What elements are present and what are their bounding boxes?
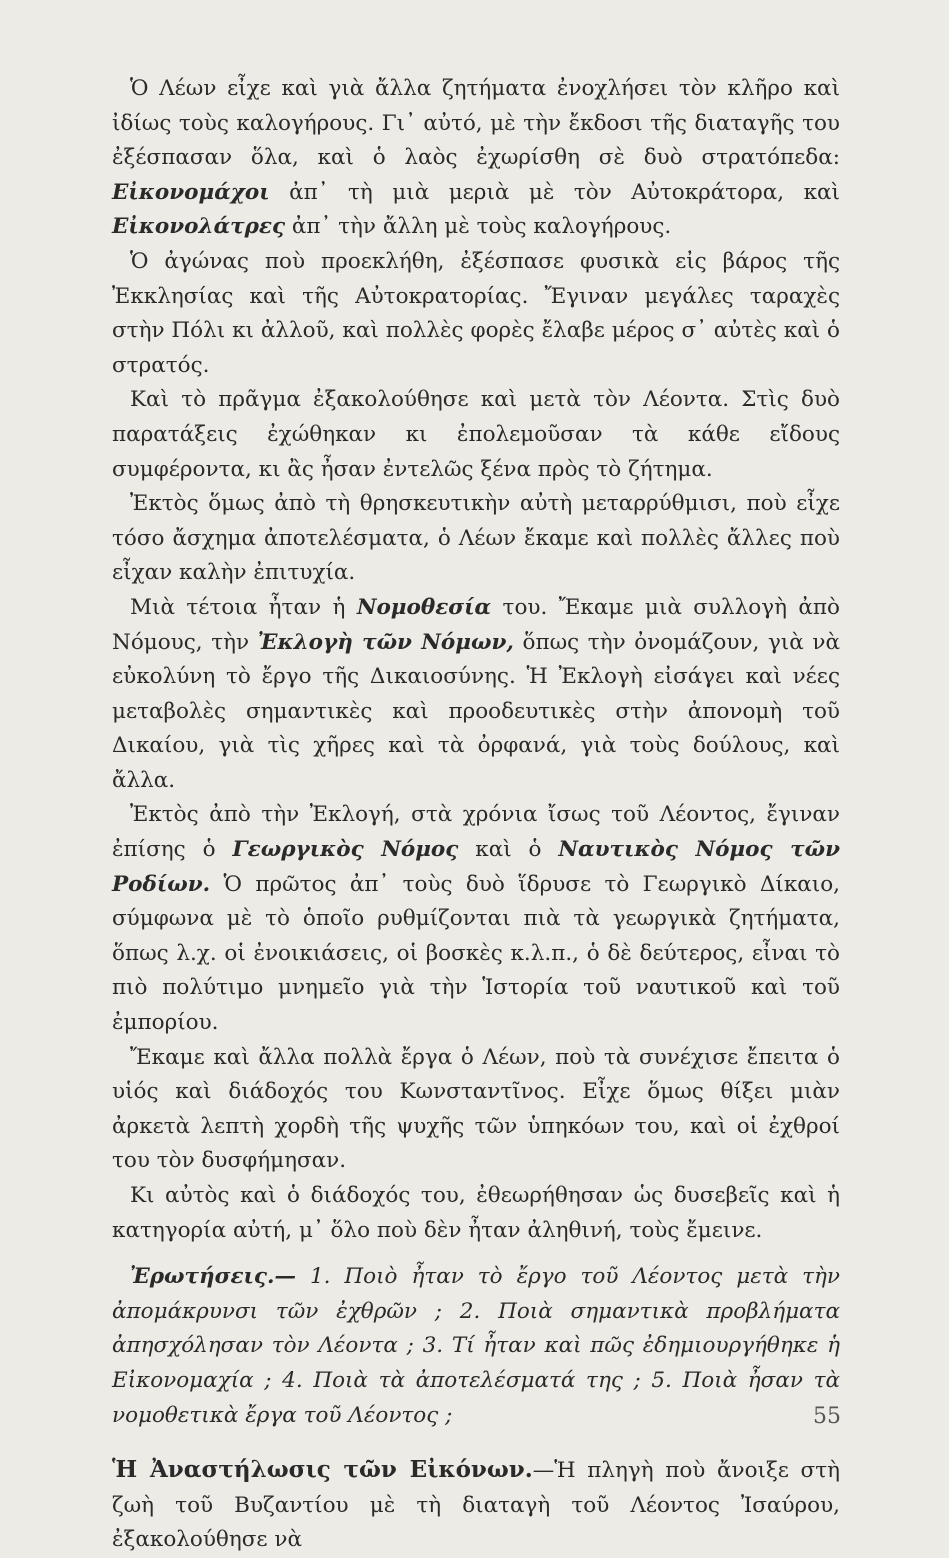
paragraph-5 <box>112 591 840 799</box>
term-farmers-law: Γεωργικὸς Νόμος <box>232 837 459 863</box>
paragraph-5-b: του. Ἔκαμε μιὰ συλλογὴ ἀπὸ Νόμους, τὴν <box>112 594 840 655</box>
paragraph-7: Ἔκαμε καὶ ἄλλα πολλὰ ἔργα ὁ Λέων, ποὺ τὰ συνέχισε ἔπειτα ὁ υἱός καὶ διάδοχός του Κωνσταντῖνος. Εἶχε ὅμως θίξει μιὰν ἀρκετὰ λεπτὴ χορδὴ τῆς ψυχῆς τῶν ὑπηκόων του, καὶ οἱ ἐχθροί του τὸν δυσφήμησαν. <box>112 1044 840 1174</box>
paragraph-6-c: Ὁ πρῶτος ἀπ᾽ τοὺς δυὸ ἵδρυσε τὸ Γεωργικὸ Δίκαιο, σύμφωνα μὲ τὸ ὁποῖο ρυθμίζονται πιὰ τὰ γεωργικὰ ζητήματα, ὅπως λ.χ. οἱ ἐνοικιάσεις, οἱ βοσκὲς κ.λ.π., ὁ δὲ δεύτερος, εἶναι τὸ πιὸ πολύτιμο μνημεῖο γιὰ τὴν Ἱστορία τοῦ ναυτικοῦ καὶ τοῦ ἐμπορίου. <box>112 871 840 1036</box>
paragraph-8: Κι αὐτὸς καὶ ὁ διάδοχός του, ἐθεωρήθησαν ὡς δυσεβεῖς καὶ ἡ κατηγορία αὐτή, μ᾽ ὅλο ποὺ δὲν ἦταν ἀληθινή, τοὺς ἔμεινε. <box>112 1183 840 1243</box>
paragraph-5-c: ὅπως τὴν ὀνομάζουν, γιὰ νὰ εὐκολύνη τὸ ἔργο τῆς Δικαιοσύνης. Ἡ Ἐκλογὴ εἰσάγει καὶ νέες μεταβολὲς σημαντικὲς καὶ προοδευτικὲς στὴν ἀπονομὴ τοῦ Δικαίου, γιὰ τὶς χῆρες καὶ τὰ ὀρφανά, γιὰ τοὺς δούλους, καὶ ἄλλα. <box>112 629 840 793</box>
paragraph-1 <box>112 72 840 245</box>
questions-text: 1. Ποιὸ ἦταν τὸ ἔργο τοῦ Λέοντος μετὰ τὴν ἀπομάκρυνσι τῶν ἐχθρῶν ; 2. Ποιὰ σημαντικὰ προβλήματα ἀπησχόλησαν τὸν Λέοντα ; 3. Τί ἦταν καὶ πῶς ἐδημιουργήθηκε ἡ Εἰκονομαχία ; 4. Ποιὰ τὰ ἀποτελέσματά της ; 5. Ποιὰ ἦσαν τὰ νομοθετικὰ ἔργα τοῦ Λέοντος ; <box>112 1264 840 1428</box>
paragraph-6-b: καὶ ὁ <box>475 837 542 863</box>
section-text: Ἡ πληγὴ ποὺ ἄνοιξε στὴ ζωὴ τοῦ Βυζαντίου μὲ τὴ διαταγὴ τοῦ Λέοντος Ἰσαύρου, ἐξακολούθησε νὰ <box>112 1458 840 1553</box>
paragraph-5-a: Μιὰ τέτοια ἦταν ἡ <box>130 594 346 620</box>
questions-block <box>112 1260 840 1433</box>
paragraph-4: Ἐκτὸς ὅμως ἀπὸ τὴ θρησκευτικὴν αὐτὴ μεταρρύθμισι, ποὺ εἶχε τόσο ἄσχημα ἀποτελέσματα, ὁ Λέων ἔκαμε καὶ πολλὲς ἄλλες ποὺ εἶχαν καλὴν ἐπιτυχία. <box>112 491 840 586</box>
paragraph-6-a: Ἐκτὸς ἀπὸ τὴν Ἐκλογή, στὰ χρόνια ἴσως τοῦ Λέοντος, ἔγιναν ἐπίσης ὁ <box>112 802 840 863</box>
term-iconoclasts: Εἰκονομάχοι <box>112 179 270 205</box>
term-iconodules: Εἰκονολάτρες <box>112 214 286 240</box>
section-dash: — <box>532 1458 555 1484</box>
page-number: 55 <box>813 1404 841 1429</box>
term-legislation: Νομοθεσία <box>356 594 492 620</box>
questions-heading: Ἐρωτήσεις.— <box>130 1264 296 1290</box>
paragraph-2: Ὁ ἀγώνας ποὺ προεκλήθη, ἐξέσπασε φυσικὰ εἰς βάρος τῆς Ἐκκλησίας καὶ τῆς Αὐτοκρατορίας. Ἔγιναν μεγάλες ταραχὲς στὴν Πόλι κι ἀλλοῦ, καὶ πολλὲς φορὲς ἔλαβε μέρος σ᾽ αὐτὲς καὶ ὁ στρατός. <box>112 248 840 378</box>
paragraph-1-text: Ὁ Λέων εἶχε καὶ γιὰ ἄλλα ζητήματα ἐνοχλήσει τὸν κλῆρο καὶ ἰδίως τοὺς καλογήρους. Γι᾽ αὐτό, μὲ τὴν ἔκδοσι τῆς διαταγῆς του ἐξέσπασαν ὅλα, καὶ ὁ λαὸς ἐχωρίσθη σὲ δυὸ στρατόπεδα: <box>112 76 840 171</box>
paragraph-6 <box>112 798 840 1040</box>
page-body <box>112 72 840 1558</box>
paragraph-1-mid: ἀπ᾽ τὴ μιὰ μεριὰ μὲ τὸν Αὐτοκράτορα, καὶ <box>289 179 840 205</box>
paragraph-3: Καὶ τὸ πρᾶγμα ἐξακολούθησε καὶ μετὰ τὸν Λέοντα. Στὶς δυὸ παρατάξεις ἐχώθηκαν κι ἐπολεμοῦσαν τὰ κάθε εἴδους συμφέροντα, κι ἂς ἦσαν ἐντελῶς ξένα πρὸς τὸ ζήτημα. <box>112 387 840 482</box>
paragraph-1-end: ἀπ᾽ τὴν ἄλλη μὲ τοὺς καλογήρους. <box>291 214 672 240</box>
section-restoration <box>112 1453 840 1558</box>
section-title: Ἡ Ἀναστήλωσις τῶν Εἰκόνων. <box>112 1456 533 1484</box>
term-ecloga: Ἐκλογὴ τῶν Νόμων, <box>257 629 514 655</box>
term-rhodian-sea-law: Ναυτικὸς Νόμος τῶν Ροδίων. <box>112 837 840 897</box>
